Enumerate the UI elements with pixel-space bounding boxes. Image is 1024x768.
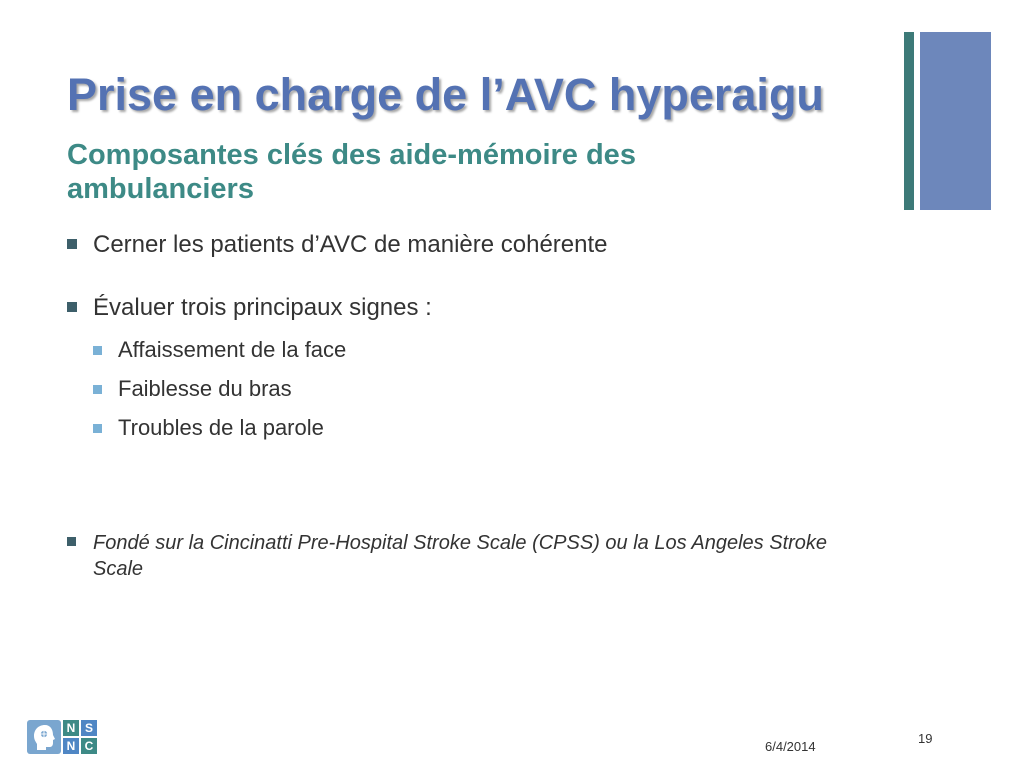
logo-letter: N (63, 738, 79, 754)
sub-bullet-text: Faiblesse du bras (118, 376, 292, 401)
logo-letter: C (81, 738, 97, 754)
sub-bullet-item (93, 415, 324, 441)
sub-bullet-item (93, 376, 292, 402)
head-profile-icon (27, 720, 61, 754)
sub-bullet-item (93, 337, 346, 363)
decorative-bar-teal (904, 32, 914, 210)
nsnc-logo (27, 720, 97, 754)
bullet-item (67, 231, 608, 259)
source-note (67, 530, 873, 582)
square-bullet-icon (67, 537, 76, 546)
decorative-bar-blue (920, 32, 991, 210)
square-bullet-icon (67, 302, 77, 312)
slide-subtitle: Composantes clés des aide-mémoire des ambulanciers (67, 139, 636, 205)
sub-bullet-text: Affaissement de la face (118, 337, 347, 362)
square-bullet-icon (93, 385, 102, 394)
logo-letter: N (63, 720, 79, 736)
sub-bullet-text: Troubles de la parole (118, 415, 324, 440)
square-bullet-icon (67, 239, 77, 249)
square-bullet-icon (93, 346, 102, 355)
bullet-text: Évaluer trois principaux signes : (93, 294, 432, 321)
slide-title: Prise en charge de l’AVC hyperaigu (67, 69, 824, 120)
logo-letter: S (81, 720, 97, 736)
bullet-text: Cerner les patients d’AVC de manière cohérente (93, 231, 608, 258)
bullet-item (67, 294, 432, 322)
source-note-text: Fondé sur la Cincinatti Pre-Hospital Stroke Scale (CPSS) ou la Los Angeles Stroke Scale (93, 532, 828, 580)
page-number: 19 (918, 731, 933, 746)
square-bullet-icon (93, 424, 102, 433)
footer-date: 6/4/2014 (765, 739, 816, 754)
